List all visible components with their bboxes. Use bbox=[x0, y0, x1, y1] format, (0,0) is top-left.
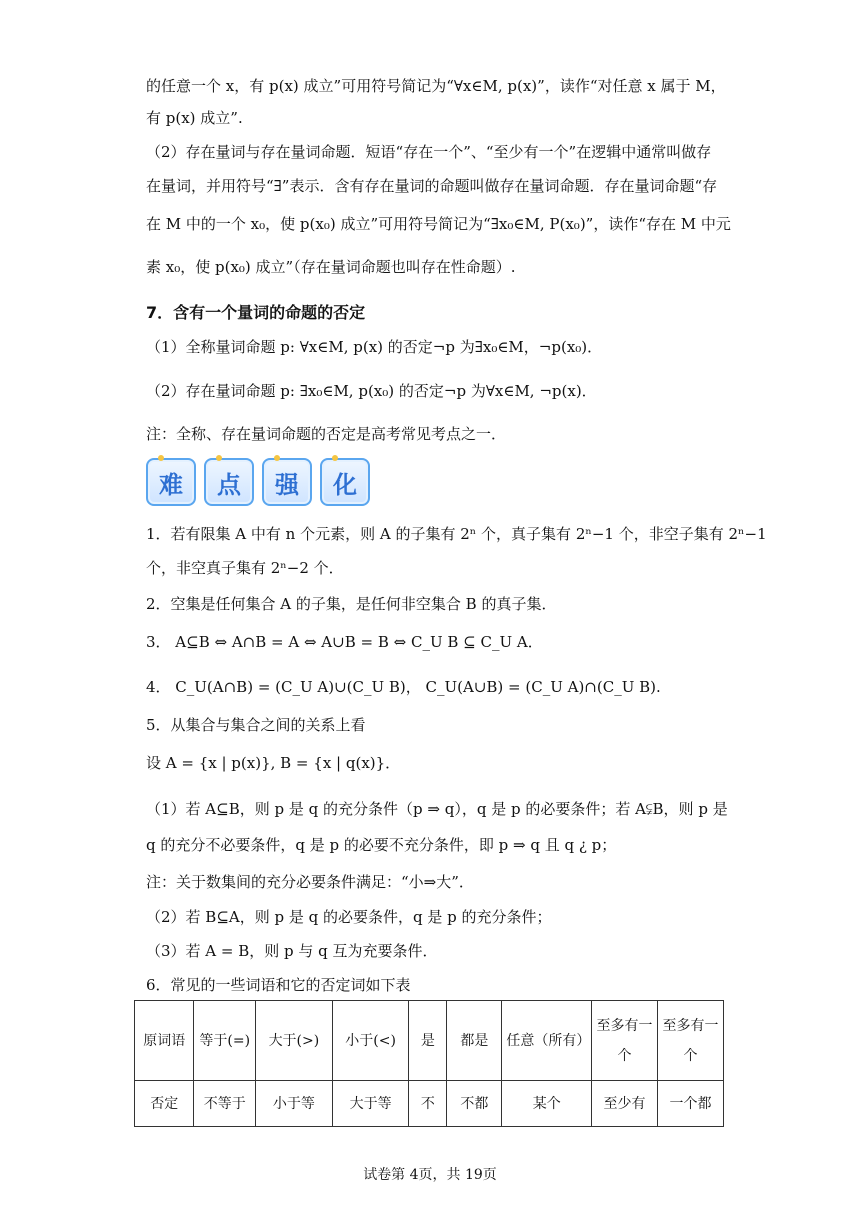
banner-tile: 点 bbox=[204, 458, 254, 506]
point-line: （3）若 A = B，则 p 与 q 互为充要条件． bbox=[146, 942, 438, 960]
table-cell: 某个 bbox=[502, 1081, 592, 1127]
difficulty-banner bbox=[146, 458, 378, 506]
page-footer: 试卷第 4页，共 19页 bbox=[363, 1167, 497, 1183]
table-cell: 不 bbox=[409, 1081, 447, 1127]
banner-tile: 强 bbox=[262, 458, 312, 506]
table-row bbox=[135, 1001, 724, 1081]
banner-tile: 难 bbox=[146, 458, 196, 506]
paragraph-line: 有 p(x) 成立”. bbox=[146, 109, 243, 127]
table-cell: 都是 bbox=[447, 1001, 502, 1081]
table-cell: 大于(>) bbox=[256, 1001, 333, 1081]
paragraph-line: 素 x₀，使 p(x₀) 成立”（存在量词命题也叫存在性命题）. bbox=[146, 258, 516, 276]
point-line: 5．从集合与集合之间的关系上看 bbox=[146, 716, 366, 734]
table-cell: 一个都 bbox=[658, 1081, 724, 1127]
point-line: 6．常见的一些词语和它的否定词如下表 bbox=[146, 976, 411, 994]
paragraph-line: 的任意一个 x，有 p(x) 成立”可用符号简记为“∀x∈M, p(x)”，读作“对任意 x 属于 M， bbox=[146, 77, 726, 95]
paragraph-line: （2）存在量词与存在量词命题．短语“存在一个”、“至少有一个”在逻辑中通常叫做存 bbox=[146, 143, 712, 161]
table-cell: 大于等 bbox=[332, 1081, 409, 1127]
point-line: q 的充分不必要条件，q 是 p 的必要不充分条件，即 p ⇒ q 且 q ¿ p； bbox=[146, 836, 617, 854]
table-cell: 至多有一个 bbox=[658, 1001, 724, 1081]
section-heading: 7．含有一个量词的命题的否定 bbox=[146, 303, 366, 322]
point-line: 个，非空真子集有 2ⁿ−2 个． bbox=[146, 559, 344, 577]
table-cell: 是 bbox=[409, 1001, 447, 1081]
negation-item: （2）存在量词命题 p: ∃x₀∈M, p(x₀) 的否定¬p 为∀x∈M, ¬p(x)． bbox=[146, 382, 597, 400]
note: 注：全称、存在量词命题的否定是高考常见考点之一． bbox=[146, 425, 507, 443]
negation-item: （1）全称量词命题 p: ∀x∈M, p(x) 的否定¬p 为∃x₀∈M，¬p(x₀)． bbox=[146, 338, 603, 356]
table-cell: 任意（所有） bbox=[502, 1001, 592, 1081]
point-line: 4． C_U(A∩B) = (C_U A)∪(C_U B)， C_U(A∪B) = (C_U A)∩(C_U B). bbox=[146, 678, 661, 696]
table-cell: 等于(=) bbox=[194, 1001, 256, 1081]
point-line: 2．空集是任何集合 A 的子集，是任何非空集合 B 的真子集． bbox=[146, 595, 557, 613]
point-line: 设 A = {x | p(x)}, B = {x | q(x)}． bbox=[146, 754, 401, 772]
table-cell: 不都 bbox=[447, 1081, 502, 1127]
table-cell: 小于等 bbox=[256, 1081, 333, 1127]
table-cell: 不等于 bbox=[194, 1081, 256, 1127]
negation-table bbox=[134, 1000, 724, 1127]
table-cell: 小于(<) bbox=[332, 1001, 409, 1081]
table-cell: 原词语 bbox=[135, 1001, 194, 1081]
point-line: （2）若 B⊆A，则 p 是 q 的必要条件，q 是 p 的充分条件； bbox=[146, 908, 552, 926]
table-cell: 至多有一个 bbox=[592, 1001, 658, 1081]
banner-tile: 化 bbox=[320, 458, 370, 506]
point-line: 3． A⊆B ⇔ A∩B = A ⇔ A∪B = B ⇔ C_U B ⊆ C_U A． bbox=[146, 633, 543, 651]
paragraph-line: 在 M 中的一个 x₀，使 p(x₀) 成立”可用符号简记为“∃x₀∈M, P(x₀)”，读作“存在 M 中元 bbox=[146, 215, 731, 233]
point-line: （1）若 A⊆B，则 p 是 q 的充分条件（p ⇒ q），q 是 p 的必要条件；若 A⫋B，则 p 是 bbox=[146, 800, 728, 818]
table-row bbox=[135, 1081, 724, 1127]
point-line: 注：关于数集间的充分必要条件满足：“小⇒大”． bbox=[146, 873, 474, 891]
table-cell: 至少有 bbox=[592, 1081, 658, 1127]
table-cell: 否定 bbox=[135, 1081, 194, 1127]
paragraph-line: 在量词，并用符号“∃”表示．含有存在量词的命题叫做存在量词命题．存在量词命题“存 bbox=[146, 177, 718, 195]
point-line: 1．若有限集 A 中有 n 个元素，则 A 的子集有 2ⁿ 个，真子集有 2ⁿ−1 个，非空子集有 2ⁿ−1 bbox=[146, 525, 767, 543]
